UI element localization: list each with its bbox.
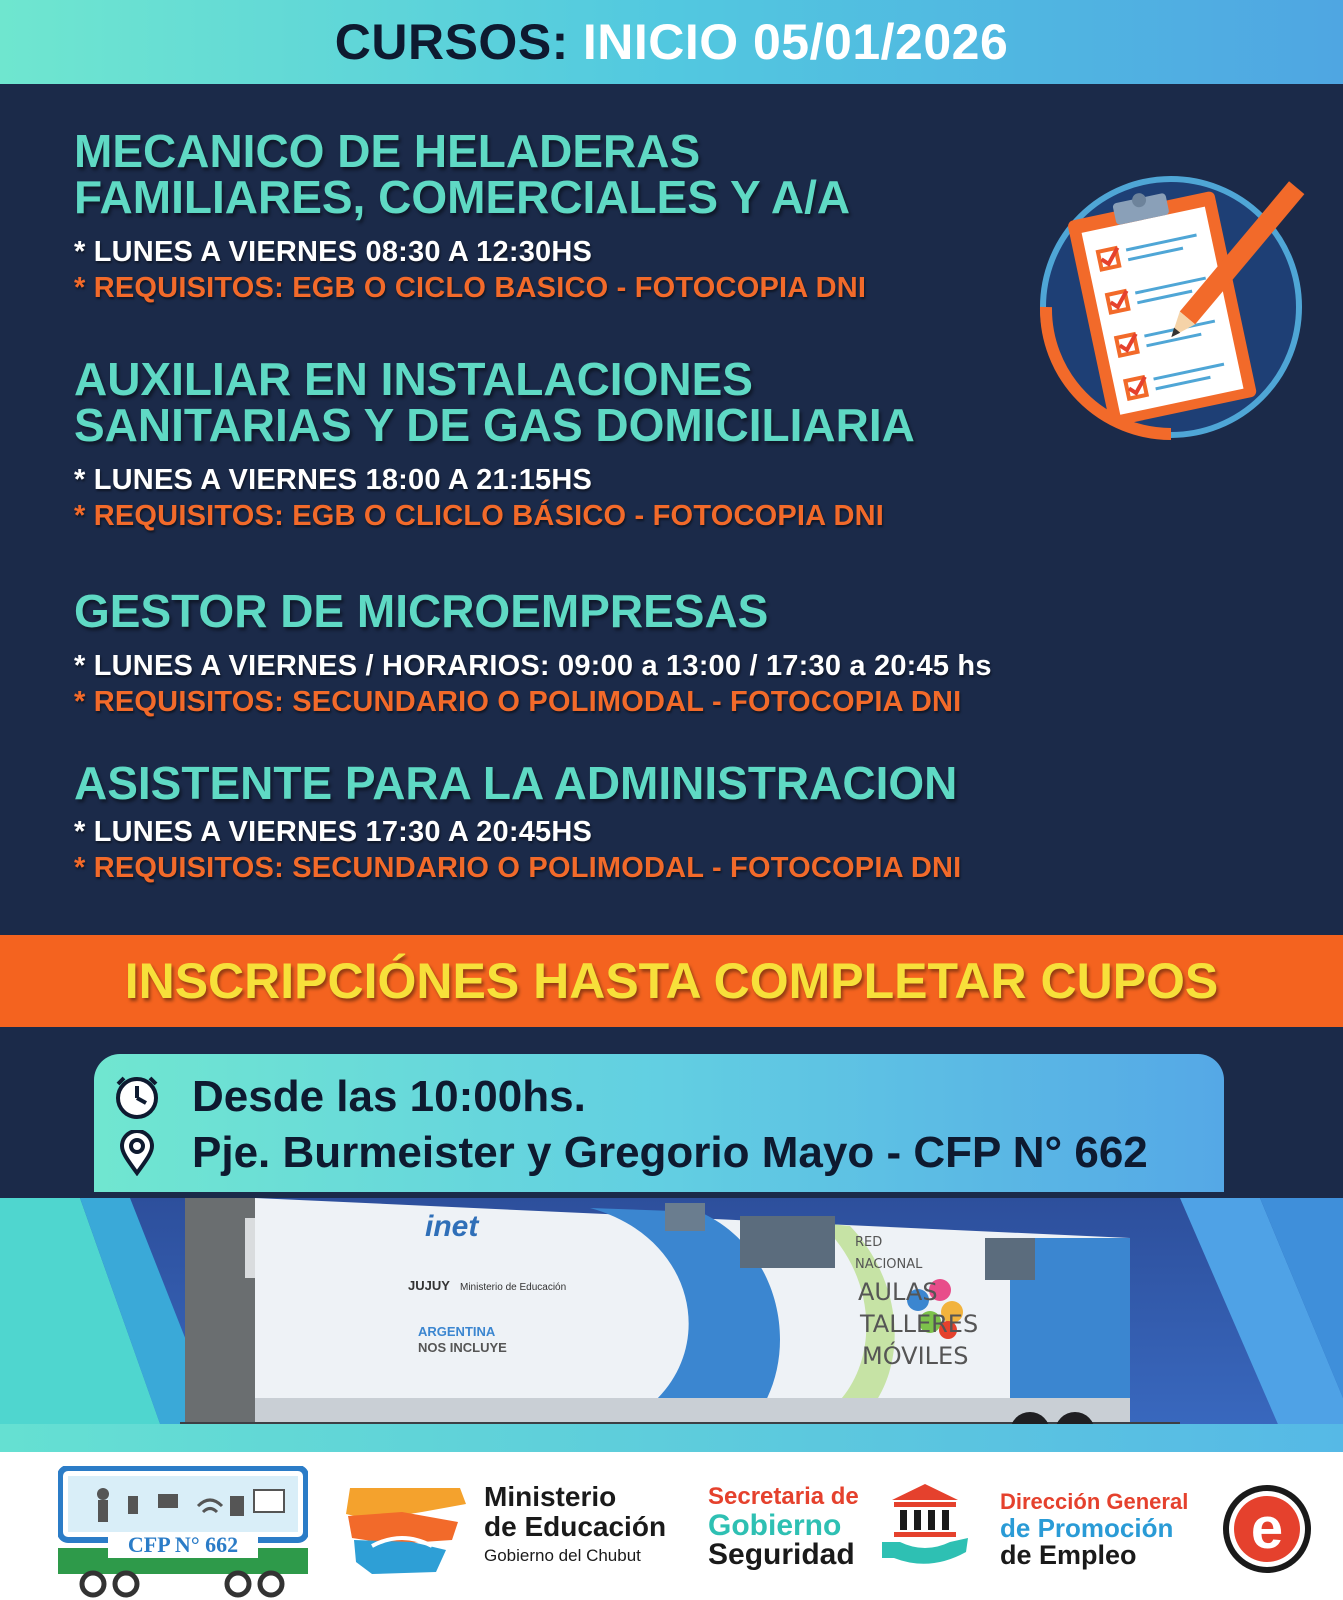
trailer-argentina-text: ARGENTINA [418, 1324, 496, 1339]
trailer-ministerio-text: Ministerio de Educación [460, 1282, 567, 1293]
header-banner [0, 0, 1343, 84]
direccion-line1: Dirección General [1000, 1489, 1189, 1514]
info-box [94, 1054, 1224, 1192]
trailer-inet-text: inet [425, 1210, 479, 1243]
ministry-wave-logo-icon [342, 1484, 470, 1576]
header-start-date: INICIO 05/01/2026 [582, 14, 1009, 70]
clipboard-checklist-icon [1026, 172, 1316, 442]
mobile-classroom-photo [0, 1198, 1343, 1452]
course-4 [74, 757, 962, 886]
course-4-requirements: * REQUISITOS: SECUNDARIO O POLIMODAL - FOTOCOPIA DNI [74, 852, 962, 884]
course-3 [74, 585, 992, 720]
trailer-illustration [0, 1198, 1343, 1452]
course-4-title: ASISTENTE PARA LA ADMINISTRACION [74, 757, 958, 809]
direccion-empleo-logo-text [1000, 1488, 1188, 1569]
course-2-schedule: * LUNES A VIERNES 18:00 A 21:15HS [74, 464, 593, 496]
course-1-requirements: * REQUISITOS: EGB O CICLO BASICO - FOTOCOPIA DNI [74, 272, 867, 304]
secretaria-line2: Gobierno [708, 1509, 842, 1542]
course-4-schedule: * LUNES A VIERNES 17:30 A 20:45HS [74, 816, 593, 848]
cfp-662-label: CFP N° 662 [108, 1532, 258, 1558]
promocion-empleo-e-logo-icon [1220, 1482, 1314, 1576]
clock-icon [114, 1074, 160, 1120]
hands-government-building-icon [880, 1482, 970, 1568]
course-1-title-line2: FAMILIARES, COMERCIALES Y A/A [74, 171, 851, 223]
location-pin-icon [114, 1130, 160, 1176]
trailer-talleres-text: TALLERES [860, 1310, 979, 1338]
info-time: Desde las 10:00hs. [192, 1072, 586, 1121]
course-2-requirements: * REQUISITOS: EGB O CLICLO BÁSICO - FOTOCOPIA DNI [74, 500, 885, 532]
trailer-nos-incluye-text: NOS INCLUYE [418, 1340, 507, 1355]
enrollment-banner: INSCRIPCIÓNES HASTA COMPLETAR CUPOS [0, 935, 1343, 1027]
ministerio-line1: Ministerio [484, 1481, 617, 1512]
secretaria-line3: Seguridad [708, 1538, 855, 1571]
trailer-red-text: RED [855, 1235, 883, 1250]
course-2-title-line1: AUXILIAR EN INSTALACIONES [74, 353, 753, 405]
course-3-requirements: * REQUISITOS: SECUNDARIO O POLIMODAL - FOTOCOPIA DNI [74, 686, 962, 718]
course-1-title-line1: MECANICO DE HELADERAS [74, 125, 701, 177]
course-2-title-line2: SANITARIAS Y DE GAS DOMICILIARIA [74, 399, 915, 451]
trailer-moviles-text: MÓVILES [862, 1342, 969, 1370]
course-3-schedule: * LUNES A VIERNES / HORARIOS: 09:00 a 13:00 / 17:30 a 20:45 hs [74, 650, 992, 682]
ministerio-educacion-logo-text [484, 1482, 666, 1570]
e-letter: e [1250, 1496, 1284, 1561]
header-prefix: CURSOS: [334, 14, 569, 70]
direccion-line3: de Empleo [1000, 1540, 1137, 1570]
info-address: Pje. Burmeister y Gregorio Mayo - CFP N° 662 [192, 1128, 1148, 1177]
info-time-row [114, 1072, 586, 1122]
footer-logos [0, 1452, 1343, 1600]
secretaria-line1: Secretaria de [708, 1483, 859, 1510]
ministerio-line2: de Educación [484, 1511, 667, 1542]
secretaria-gobierno-logo-text [708, 1482, 859, 1569]
trailer-aulas-text: AULAS [858, 1278, 938, 1306]
trailer-nacional-text: NACIONAL [855, 1257, 923, 1272]
direccion-line2: de Promoción [1000, 1513, 1174, 1543]
course-3-title: GESTOR DE MICROEMPRESAS [74, 585, 769, 637]
info-address-row [114, 1128, 1148, 1178]
course-1-schedule: * LUNES A VIERNES 08:30 A 12:30HS [74, 236, 593, 268]
cyan-divider [0, 1424, 1343, 1452]
course-2 [74, 353, 915, 534]
trailer-jujuy-text: JUJUY [408, 1278, 450, 1293]
course-1 [74, 125, 867, 306]
ministerio-line3: Gobierno del Chubut [484, 1546, 641, 1565]
